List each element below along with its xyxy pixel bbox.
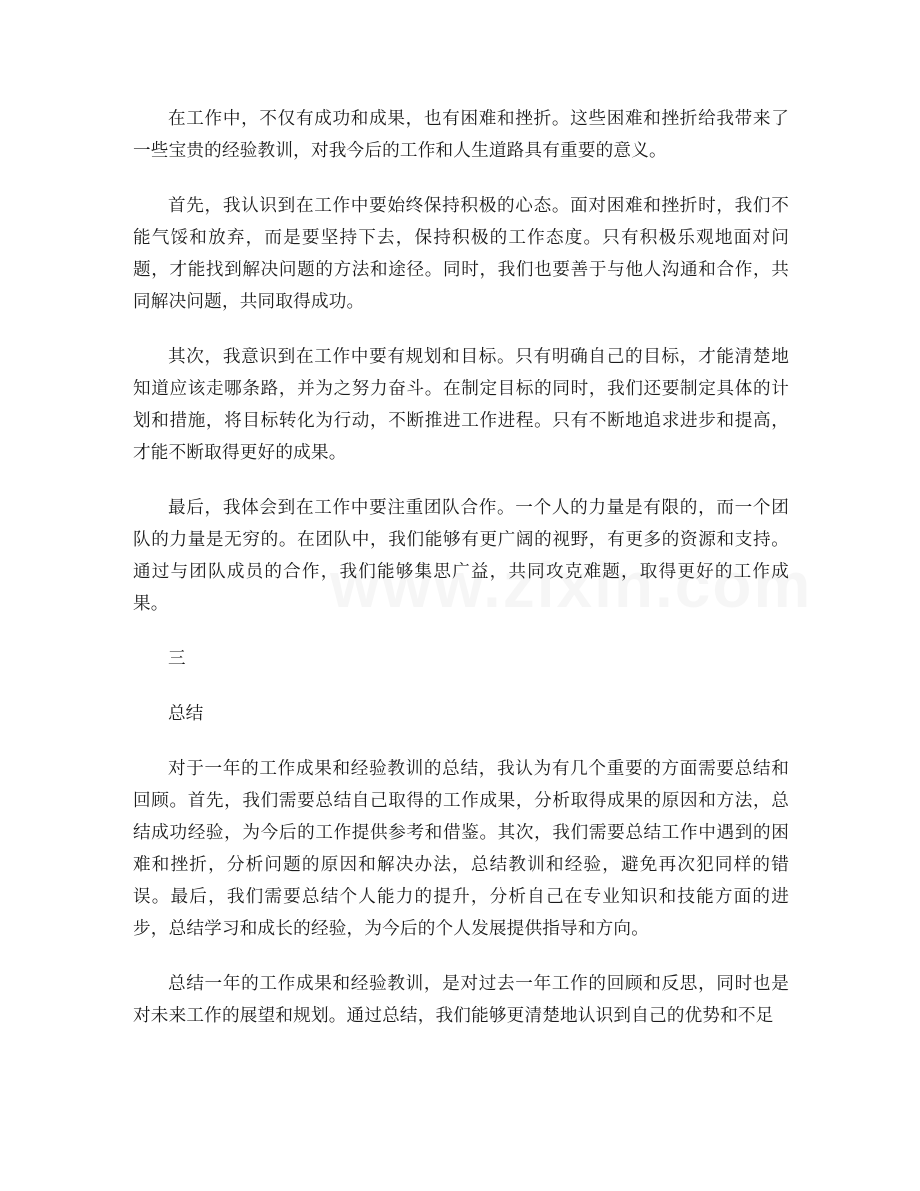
document-page xyxy=(133,103,789,1055)
section-title: 总结 xyxy=(168,704,204,724)
paragraph-difficulties: 在工作中，不仅有成功和成果，也有困难和挫折。这些困难和挫折给我带来了一些宝贵的经验教训，对我今后的工作和人生道路具有重要的意义。 xyxy=(133,109,789,161)
paragraph-planning-goals: 其次，我意识到在工作中要有规划和目标。只有明确自己的目标，才能清楚地知道应该走哪条路，并为之努力奋斗。在制定目标的同时，我们还要制定具体的计划和措施，将目标转化为行动，不断推进工作进程。只有不断地追求进步和提高，才能不断取得更好的成果。 xyxy=(133,347,789,463)
section-number: 三 xyxy=(168,649,186,669)
paragraph-positive-mindset: 首先，我认识到在工作中要始终保持积极的心态。面对困难和挫折时，我们不能气馁和放弃，而是要坚持下去，保持积极的工作态度。只有积极乐观地面对问题，才能找到解决问题的方法和途径。同时，我们也要善于与他人沟通和合作，共同解决问题，共同取得成功。 xyxy=(133,196,789,312)
paragraph-teamwork: 最后，我体会到在工作中要注重团队合作。一个人的力量是有限的，而一个团队的力量是无穷的。在团队中，我们能够有更广阔的视野，有更多的资源和支持。通过与团队成员的合作，我们能够集思广益，共同攻克难题，取得更好的工作成果。 xyxy=(133,498,789,614)
paragraph-summary-aspects: 对于一年的工作成果和经验教训的总结，我认为有几个重要的方面需要总结和回顾。首先，我们需要总结自己取得的工作成果，分析取得成果的原因和方法，总结成功经验，为今后的工作提供参考和借鉴。其次，我们需要总结工作中遇到的困难和挫折，分析问题的原因和解决办法，总结教训和经验，避免再次犯同样的错误。最后，我们需要总结个人能力的提升，分析自己在专业知识和技能方面的进步，总结学习和成长的经验，为今后的个人发展提供指导和方向。 xyxy=(133,759,789,939)
paragraph-summary-reflection: 总结一年的工作成果和经验教训，是对过去一年工作的回顾和反思，同时也是对未来工作的展望和规划。通过总结，我们能够更清楚地认识到自己的优势和不足 xyxy=(133,974,789,1026)
